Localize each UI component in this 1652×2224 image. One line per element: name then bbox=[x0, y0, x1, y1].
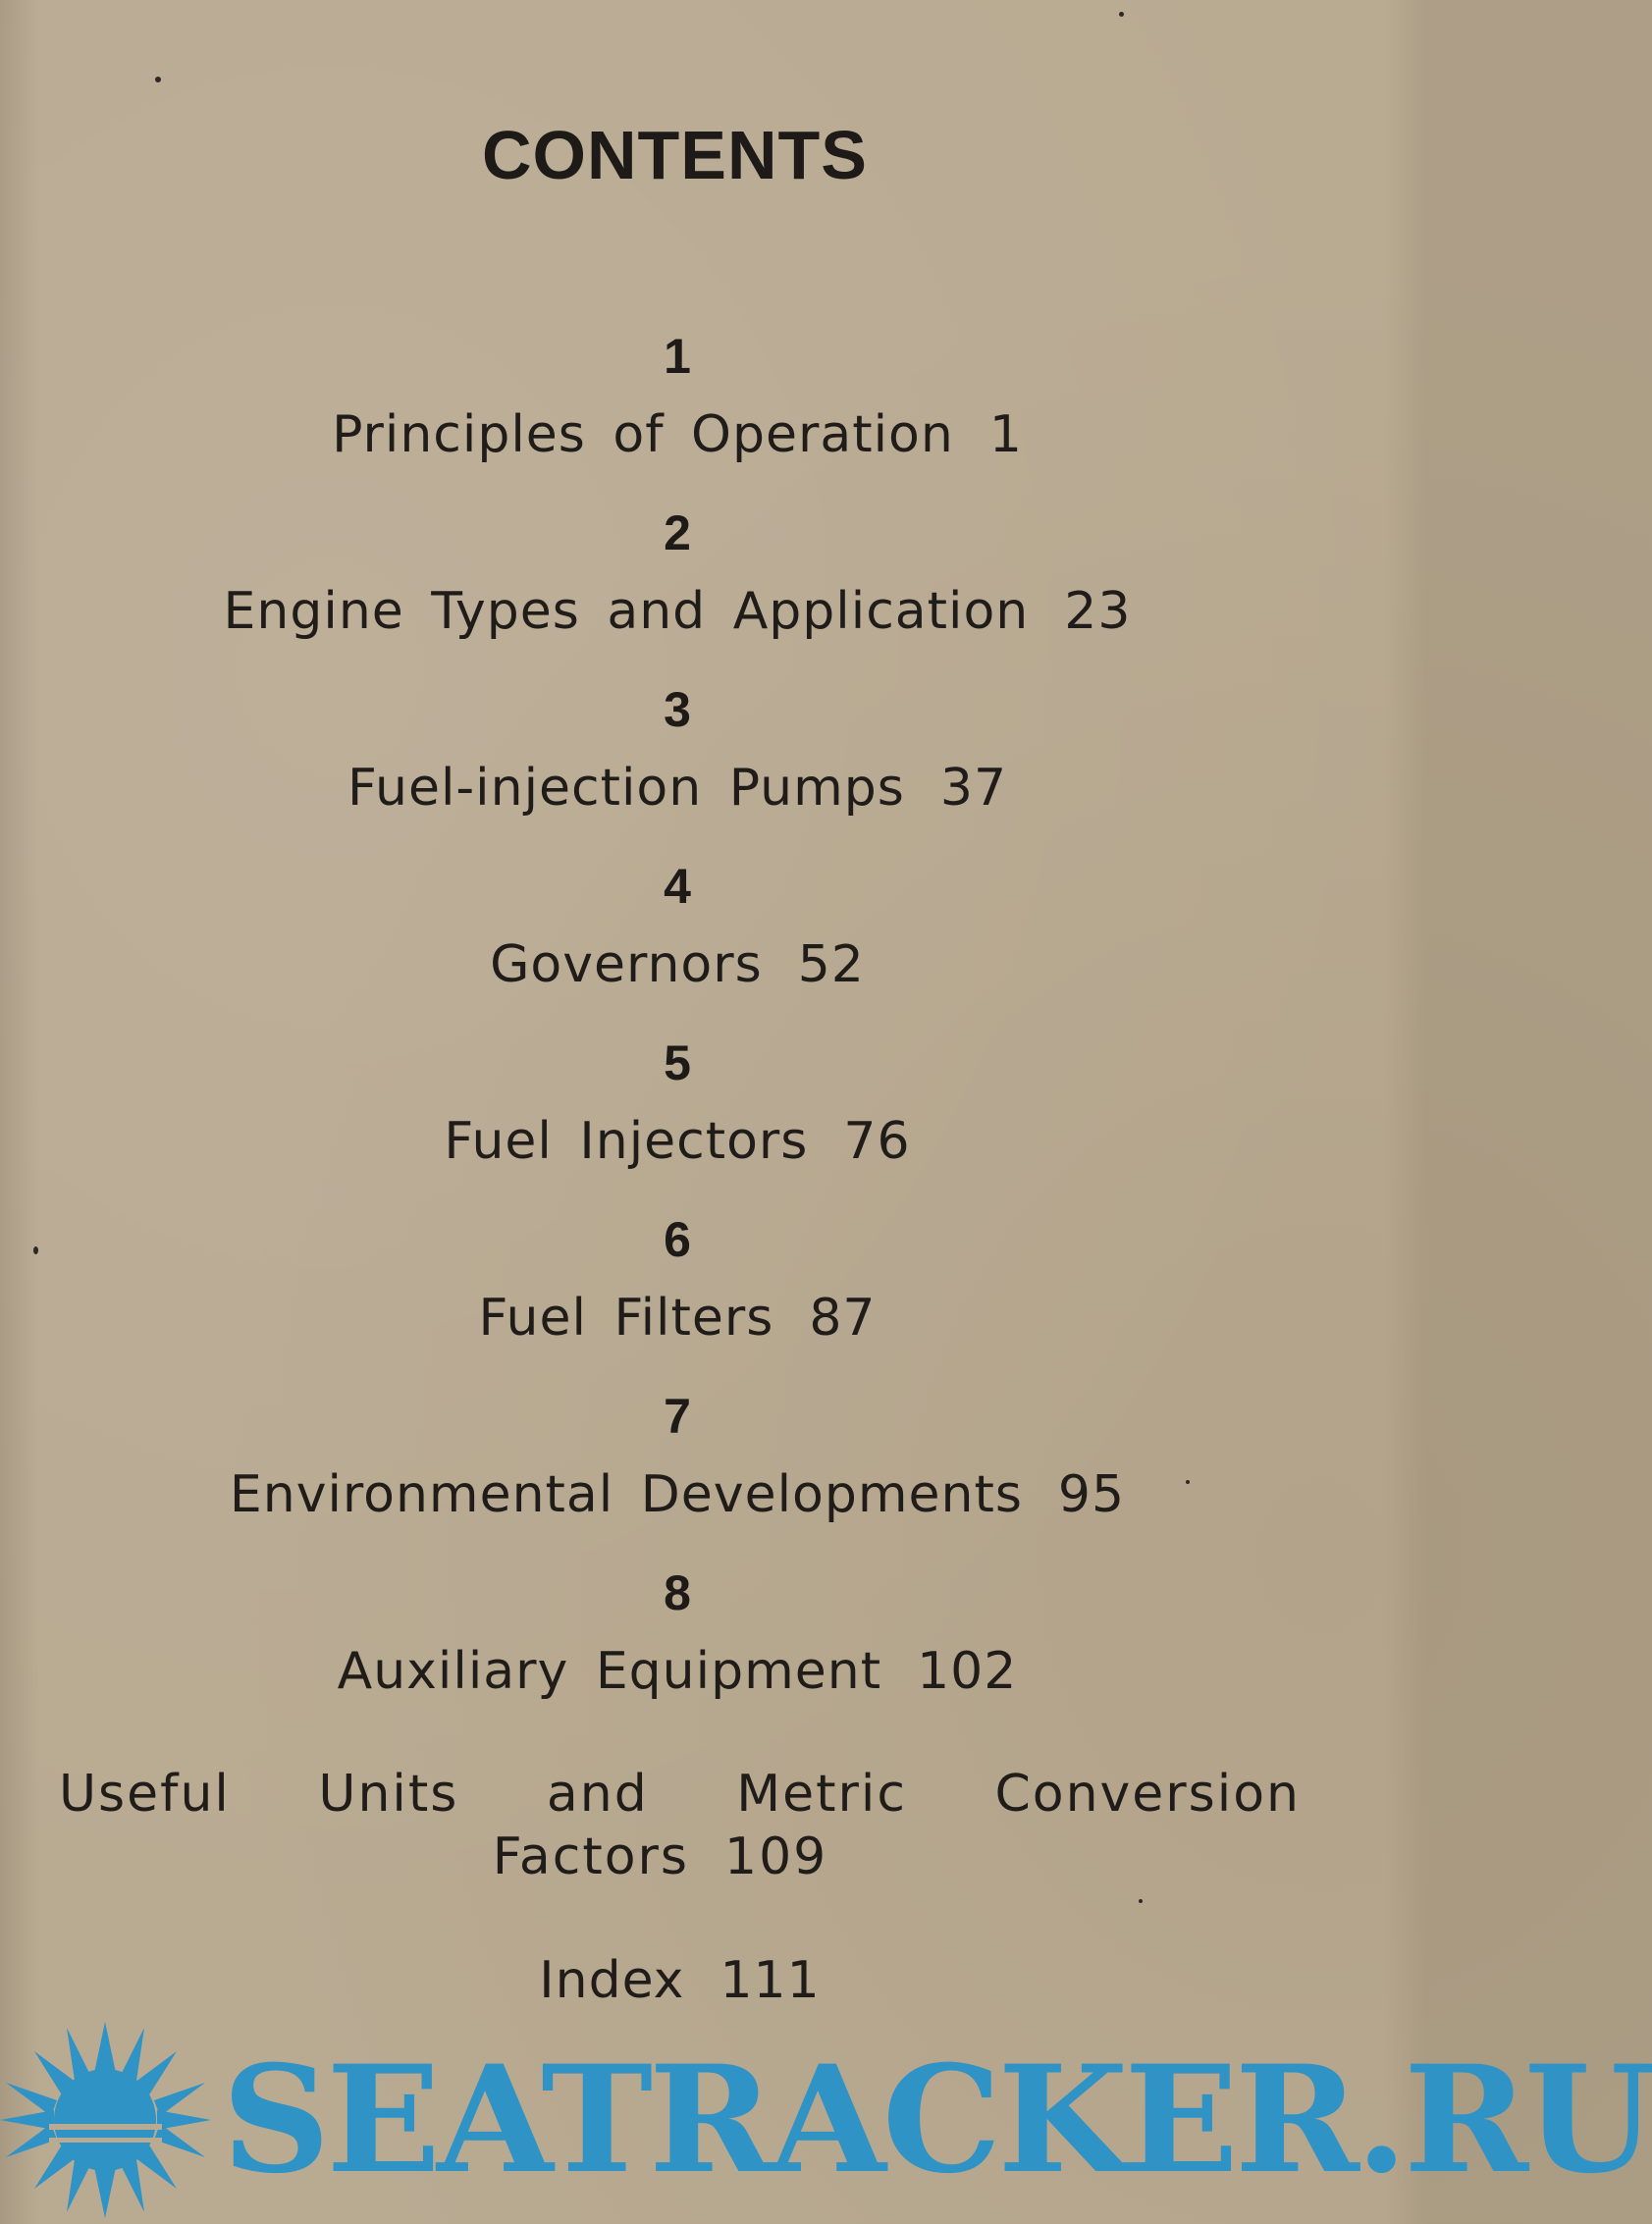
chapter-page: 23 bbox=[1064, 582, 1132, 641]
appendix-title-end: Factors bbox=[492, 1827, 689, 1886]
appendix-word: and bbox=[546, 1765, 649, 1824]
toc-entry-8 bbox=[0, 1563, 1355, 1703]
toc-entry-index bbox=[0, 1949, 1359, 2012]
sun-logo-icon bbox=[0, 2022, 211, 2218]
appendix-word: Metric bbox=[736, 1765, 907, 1824]
chapter-title: Principles of Operation bbox=[332, 405, 954, 464]
chapter-page: 87 bbox=[809, 1289, 877, 1348]
chapter-line bbox=[0, 1287, 1355, 1350]
toc-entry-appendix bbox=[59, 1763, 1301, 1888]
toc-entry-7 bbox=[0, 1387, 1355, 1526]
chapter-line bbox=[0, 757, 1355, 820]
chapter-title: Engine Types and Application bbox=[223, 582, 1030, 641]
chapter-line bbox=[0, 933, 1355, 996]
watermark bbox=[0, 2012, 1652, 2218]
toc-entry-5 bbox=[0, 1033, 1355, 1173]
chapter-number: 2 bbox=[664, 505, 691, 560]
chapter-number: 5 bbox=[664, 1035, 691, 1090]
chapter-number: 3 bbox=[664, 682, 691, 737]
toc-entry-6 bbox=[0, 1210, 1355, 1350]
chapter-title: Environmental Developments bbox=[229, 1465, 1023, 1524]
chapter-page: 1 bbox=[988, 405, 1023, 464]
chapter-number: 8 bbox=[664, 1565, 691, 1620]
chapter-number: 1 bbox=[664, 329, 691, 384]
chapter-line bbox=[0, 1463, 1355, 1526]
chapter-page: 102 bbox=[917, 1642, 1018, 1701]
appendix-word: Conversion bbox=[994, 1765, 1301, 1824]
toc-entry-2 bbox=[0, 503, 1355, 643]
appendix-title-line bbox=[59, 1763, 1301, 1826]
chapter-line bbox=[0, 403, 1355, 466]
toc-entry-4 bbox=[0, 857, 1355, 996]
chapter-page: 37 bbox=[939, 759, 1008, 818]
toc-entry-3 bbox=[0, 680, 1355, 820]
chapter-title: Fuel Injectors bbox=[444, 1112, 809, 1171]
appendix-word: Useful bbox=[59, 1765, 231, 1824]
scan-speck bbox=[1139, 1899, 1143, 1903]
chapter-title: Fuel-injection Pumps bbox=[346, 759, 905, 818]
chapter-page: 95 bbox=[1057, 1465, 1126, 1524]
chapter-title: Auxiliary Equipment bbox=[337, 1642, 882, 1701]
chapter-number: 4 bbox=[664, 859, 691, 914]
watermark-text: SEATRACKER.RU bbox=[222, 2034, 1652, 2206]
chapter-line bbox=[0, 1640, 1355, 1703]
chapter-title: Fuel Filters bbox=[478, 1289, 774, 1348]
toc-entry-1 bbox=[0, 327, 1355, 466]
chapter-page: 76 bbox=[843, 1112, 911, 1171]
index-page: 111 bbox=[719, 1951, 821, 2010]
index-title: Index bbox=[539, 1951, 685, 2010]
appendix-word: Units bbox=[318, 1765, 459, 1824]
chapter-line bbox=[0, 580, 1355, 643]
chapter-page: 52 bbox=[797, 935, 865, 994]
chapter-title: Governors bbox=[490, 935, 763, 994]
page-title: CONTENTS bbox=[482, 117, 868, 193]
chapter-number: 6 bbox=[664, 1212, 691, 1267]
appendix-page: 109 bbox=[724, 1827, 828, 1886]
chapter-number: 7 bbox=[664, 1389, 691, 1444]
appendix-second-line bbox=[39, 1826, 1281, 1888]
scan-speck bbox=[1119, 12, 1124, 17]
scan-speck bbox=[155, 77, 161, 82]
chapter-line bbox=[0, 1110, 1355, 1173]
